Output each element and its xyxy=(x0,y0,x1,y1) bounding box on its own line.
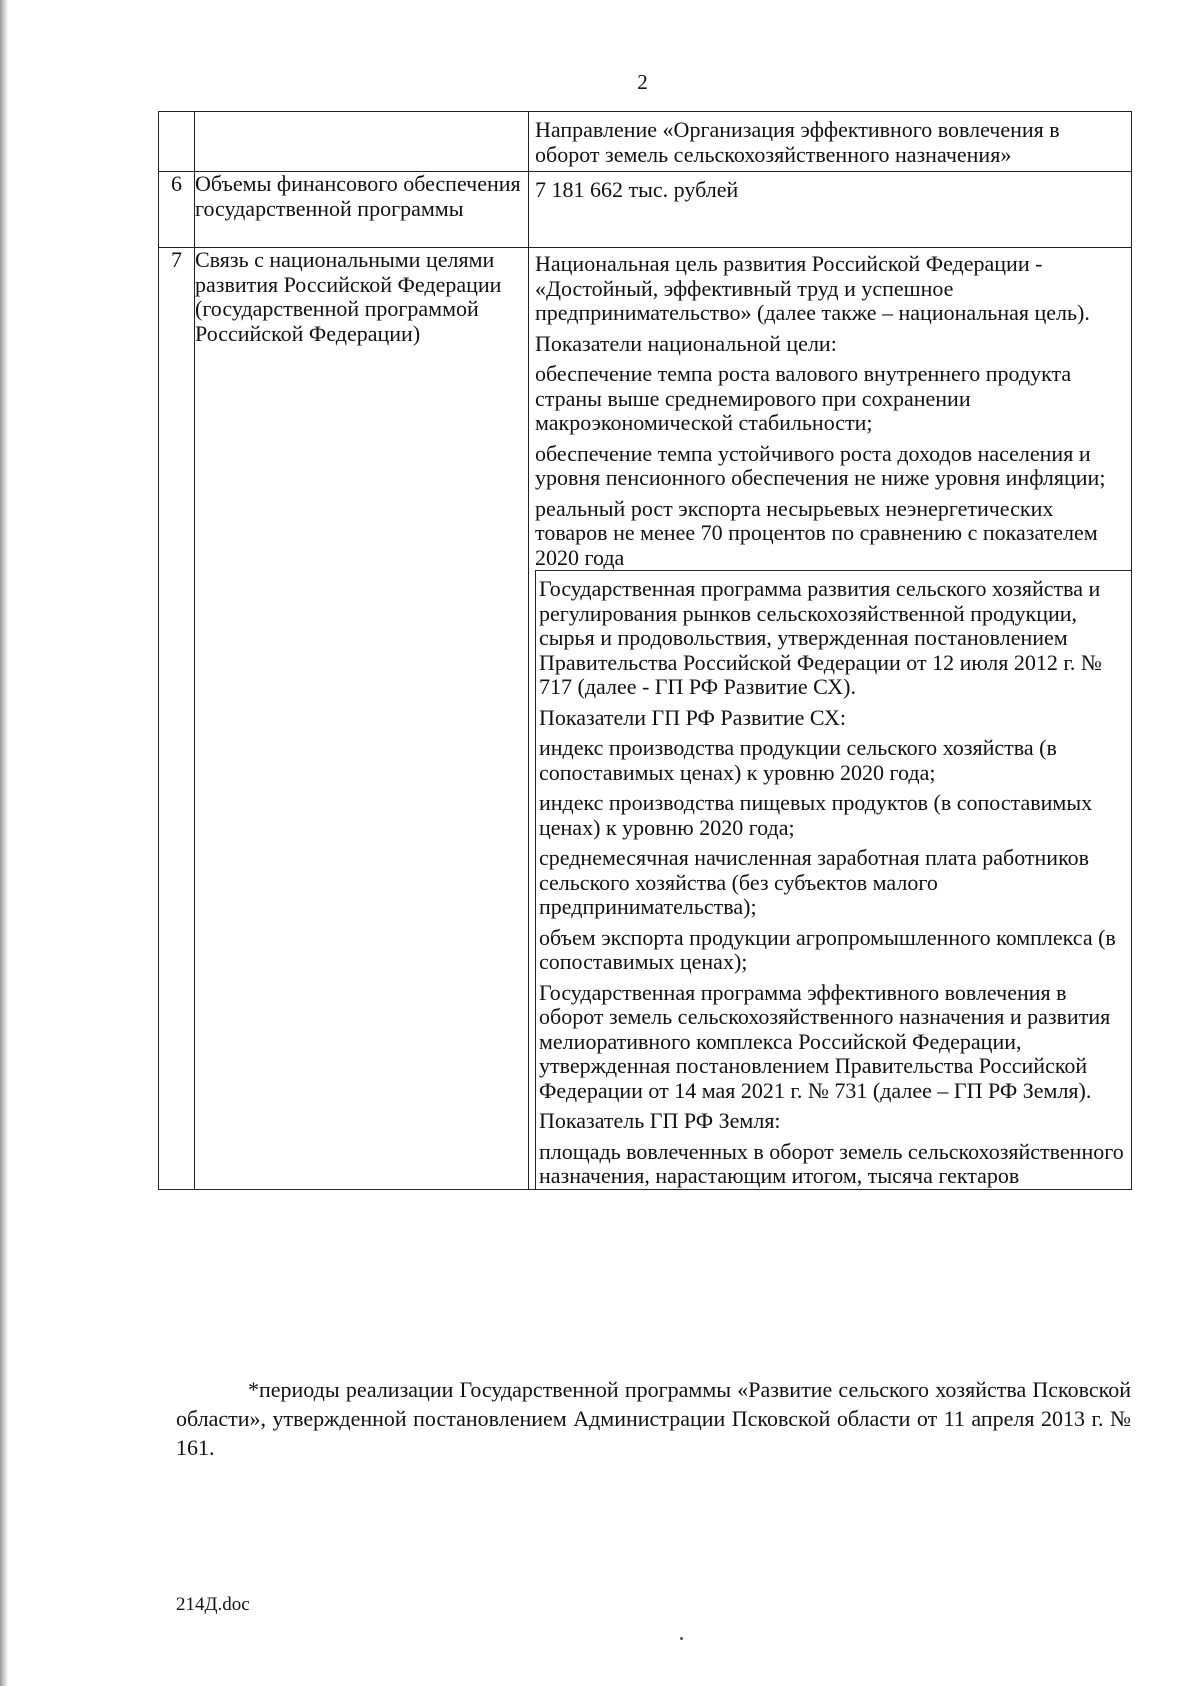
page-number: 2 xyxy=(637,70,648,94)
list-item: индекс производства пищевых продуктов (в сопоставимых ценах) к уровню 2020 года; xyxy=(539,790,1093,840)
footnote xyxy=(176,1375,1131,1462)
table-row-financing xyxy=(159,172,1132,248)
row-name-cell xyxy=(195,112,529,172)
list-item: объем экспорта продукции агропромышленного комплекса (в сопоставимых ценах); xyxy=(539,924,1116,974)
footnote-text: *периоды реализации Государственной программы «Развитие сельского хозяйства Псковской области», утвержденной постановлением Администрации Псковской области от 11 апреля 2013 г. № 161. xyxy=(176,1377,1131,1460)
state-program-section xyxy=(535,570,1131,1189)
list-item: Показатели ГП РФ Развитие СХ: xyxy=(539,704,846,730)
list-item: обеспечение темпа роста валового внутреннего продукта страны выше среднемирового при сохранении макроэкономической стабильности; xyxy=(535,361,1072,435)
list-item: реальный рост экспорта несырьевых неэнергетических товаров не менее 70 процентов по сравнению с показателем 2020 года xyxy=(535,495,1098,570)
document-filename: 214Д.doc xyxy=(176,1594,250,1615)
table-row-national-goals xyxy=(159,248,1132,1190)
table-row-direction xyxy=(159,112,1132,172)
row-number-cell: 7 xyxy=(159,248,195,1190)
row-name-cell: Связь с национальными целями развития Российской Федерации (государственной программой Российской Федерации) xyxy=(195,248,529,1190)
list-item: площадь вовлеченных в оборот земель сельскохозяйственного назначения, нарастающим итогом, тысяча гектаров xyxy=(539,1138,1124,1188)
list-item: Показатели национальной цели: xyxy=(535,330,837,356)
row-number-cell xyxy=(159,112,195,172)
list-item: Показатель ГП РФ Земля: xyxy=(539,1108,781,1133)
row-value-cell xyxy=(529,112,1132,172)
row-name-cell: Объемы финансового обеспечения государственной программы xyxy=(195,172,529,248)
direction-text: Направление «Организация эффективного вовлечения в оборот земель сельскохозяйственного назначения» xyxy=(535,117,1060,167)
list-item: индекс производства продукции сельского хозяйства (в сопоставимых ценах) к уровню 2020 года; xyxy=(539,735,1057,785)
row-value-cell xyxy=(529,248,1132,1190)
list-item: обеспечение темпа устойчивого роста доходов населения и уровня пенсионного обеспечения не ниже уровня инфляции; xyxy=(535,440,1106,490)
list-item: Государственная программа эффективного вовлечения в оборот земель сельскохозяйственного назначения и развития мелиоративного комплекса Российской Федерации, утвержденная постановлением Правительства Российской Федерации от 14 мая 2021 г. № 731 (далее – ГП РФ Земля). xyxy=(539,979,1111,1103)
row-number-cell: 6 xyxy=(159,172,195,248)
row-value-cell xyxy=(529,172,1132,248)
financing-value: 7 181 662 тыс. рублей xyxy=(535,177,739,202)
program-passport-table xyxy=(158,111,1132,1190)
scan-edge-shadow xyxy=(0,0,8,1686)
national-goal-section xyxy=(529,248,1131,570)
list-item: среднемесячная начисленная заработная плата работников сельского хозяйства (без субъектов малого предпринимательства); xyxy=(539,845,1090,919)
scan-speck xyxy=(680,1637,683,1640)
list-item: Государственная программа развития сельского хозяйства и регулирования рынков сельскохозяйственной продукции, сырья и продовольствия, утвержденная постановлением Правительства Российской Федерации от 12 июля 2012 г. № 717 (далее - ГП РФ Развитие СХ). xyxy=(539,576,1102,699)
list-item: Национальная цель развития Российской Федерации - «Достойный, эффективный труд и успешное предпринимательство» (далее также – национальная цель). xyxy=(535,251,1090,325)
